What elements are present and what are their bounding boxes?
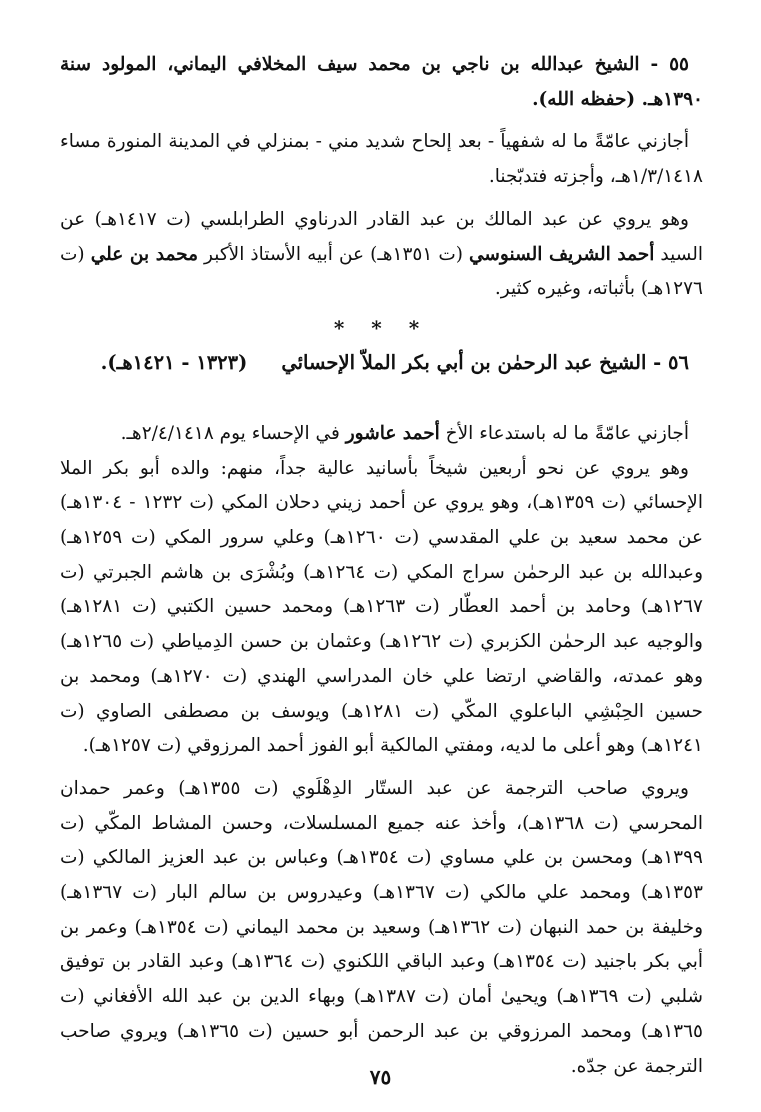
entry-56-dates: (١٣٢٣ - ١٤٢١هـ).: [100, 350, 248, 374]
text-span: وهو يروي عن عبد المالك بن عبد القادر الدرناوي الطرابلسي (ت ١٤١٧هـ) عن السيد: [60, 208, 703, 265]
entry-56-paragraph-2: وهو يروي عن نحو أربعين شيخاً بأسانيد عالية جداً، منهم: والده أبو بكر الملا الإحسائي (ت ١٣٥٩هـ)، وهو يروي عن أحمد زيني دحلان المكي (ت ١٢٣٢ - ١٣٠٤هـ) عن محمد سعيد بن علي المقدسي (ت ١٢٦٠هـ) وعلي سرور المكي (ت ١٢٥٩هـ) وعبدالله بن عبد الرحمٰن سراج المكي (ت ١٢٦٤هـ) وبُشْرَى بن هاشم الجبرتي (ت ١٢٦٧هـ) وحامد بن أحمد العطّار (ت ١٢٦٣هـ) ومحمد حسين الكتبي (ت ١٢٨١هـ) والوجيه عبد الرحمٰن الكزبري (ت ١٢٦٢هـ) وعثمان بن حسن الدِمياطي (ت ١٢٦٥هـ) وهو عمدته، والقاضي ارتضا علي خان المدراسي الهندي (ت ١٢٧٠هـ) ومحمد بن حسين الحِبْشِي الباعلوي المكّي (ت ١٢٨١هـ) ويوسف بن مصطفى الصاوي (ت ١٢٤١هـ) وهو أعلى ما لديه، ومفتي المالكية أبو الفوز أحمد المرزوقي (ت ١٢٥٧هـ).: [60, 457, 704, 757]
text-span: (ت ١٢٧٦هـ) بأثباته، وغيره كثير.: [60, 243, 703, 300]
entry-56-paragraph-1: [60, 417, 703, 452]
person-name: محمد بن علي: [90, 243, 198, 265]
text-span: في الإحساء يوم ٢/٤/١٤١٨هـ.: [120, 422, 346, 444]
person-name: أحمد عاشور: [345, 422, 440, 444]
entry-56-title: ٥٦ - الشيخ عبد الرحمٰن بن أبي بكر الملاّ الإحسائي: [281, 350, 689, 374]
person-name: أحمد الشريف السنوسي: [469, 243, 655, 265]
entry-55-header: [60, 48, 703, 117]
entry-55-paragraph-1: أجازني عامّةً ما له شفهياً - بعد إلحاح شديد مني - بمنزلي في المدينة المنورة مساء ١/٣/١٤١٨هـ، وأجزته فتدبّجنا.: [60, 131, 703, 188]
entry-56-paragraph-3: ويروي صاحب الترجمة عن عبد الستّار الدِهْلَوي (ت ١٣٥٥هـ) وعمر حمدان المحرسي (ت ١٣٦٨هـ)، وأخذ عنه جميع المسلسلات، وحسن المشاط المكّي (ت ١٣٩٩هـ) ومحسن بن علي مساوي (ت ١٣٥٤هـ) وعباس بن عبد العزيز المالكي (ت ١٣٥٣هـ) ومحمد علي مالكي (ت ١٣٦٧هـ) وعيدروس بن سالم البار (ت ١٣٦٧هـ) وخليفة بن حمد النبهان (ت ١٣٦٢هـ) وسعيد بن محمد اليماني (ت ١٣٥٤هـ) وعمر بن أبي بكر باجنيد (ت ١٣٥٤هـ) وعبد الباقي اللكنوي (ت ١٣٦٤هـ) وعبد القادر بن توفيق شلبي (ت ١٣٦٩هـ) ويحيىٰ أمان (ت ١٣٨٧هـ) وبهاء الدين بن عبد الله الأفغاني (ت ١٣٦٥هـ) ومحمد المرزوقي بن عبد الرحمن أبو حسين (ت ١٣٦٥هـ) ويروي صاحب الترجمة عن جدّه.: [60, 777, 704, 1077]
entry-56-header: [60, 345, 703, 381]
entry-55-title: ٥٥ - الشيخ عبدالله بن ناجي بن محمد سيف المخلافي اليماني، المولود سنة ١٣٩٠هـ. (حفظه الله).: [60, 54, 703, 110]
text-span: أجازني عامّةً ما له باستدعاء الأخ: [439, 422, 689, 444]
entry-55-paragraph-2: [60, 203, 703, 307]
page-number: ٧٥: [369, 1065, 392, 1089]
section-separator: * * *: [333, 315, 430, 340]
text-span: (ت ١٣٥١هـ) عن أبيه الأستاذ الأكبر: [198, 243, 470, 265]
